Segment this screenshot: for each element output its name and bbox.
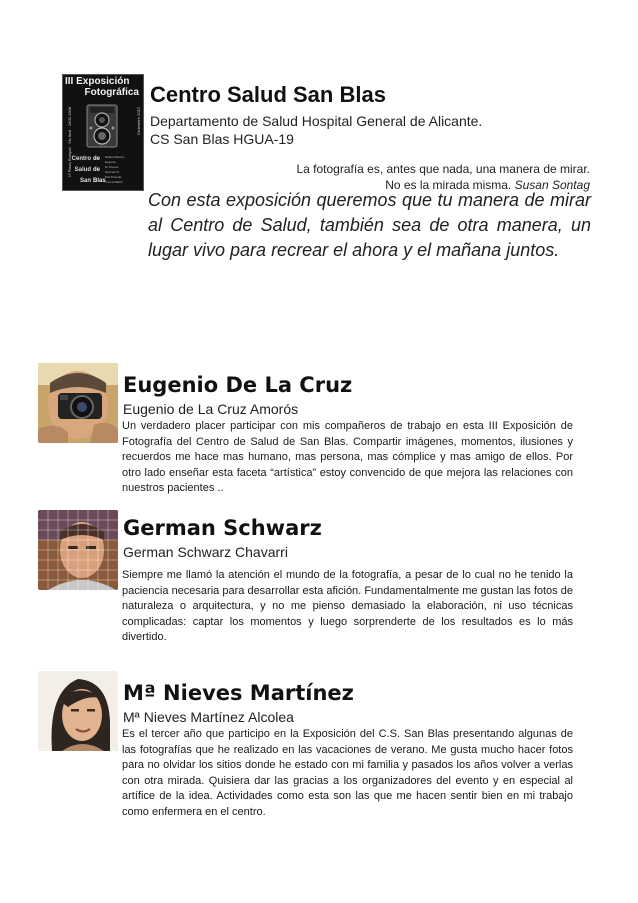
member-heading: German Schwarz <box>123 516 322 540</box>
exhibition-tagline: Con esta exposición queremos que tu manera de mirar al Centro de Salud, también sea de otra manera, un lugar vivo para recrear el ahora y el mañana juntos. <box>148 190 591 260</box>
poster-name: M. Nieves <box>105 165 119 169</box>
poster-word: San <box>79 178 91 184</box>
centre-code-line: CS San Blas HGUA-19 <box>150 131 294 147</box>
poster-name: Eugenio <box>105 160 117 164</box>
member-bio: Es el tercer año que participo en la Exposición del C.S. San Blas presentando algunas de las fotografías que he realizado en las vacaciones de verano. Me gusta mucho hacer fotos para no olvidar los sitios donde he estado con mi familia y pasados los años volver a verlas con otra mirada. Quisiera dar las gracias a los organizadores del evento y en especial al artífice de la idea. Actividades como esta son las que me hacen sentir bien en mi trabajo como enfermera en el centro. <box>122 728 573 818</box>
poster-word: de <box>93 156 101 162</box>
portrait-sketch-icon <box>38 671 118 751</box>
member-full-name: Eugenio de La Cruz Amorós <box>123 401 299 417</box>
member-photo-eugenio <box>38 363 118 443</box>
member-bio: Un verdadero placer participar con mis compañeros de trabajo en esta III Exposición de Fotografía del Centro de Salud de San Blas. Compartir imágenes, momentos, ilusiones y recuerdos me hace mas humano, mas persona, mas cómplice y mas amigo de ellos. Por otro lado enseñar esta faceta “artística” estoy convencido de que mejora las relaciones con nuestros pacientes .. <box>122 420 573 494</box>
poster-side-text-left: 1ª Plaza Rompal · Sin final · 1905-1908 <box>67 107 72 178</box>
poster-title-line2: Fotográfica <box>84 87 139 98</box>
exhibition-poster <box>62 74 144 191</box>
poster-word: Salud <box>74 167 91 173</box>
poster-name: German S. <box>105 170 120 174</box>
poster-word: de <box>93 167 101 173</box>
member-photo-german <box>38 510 118 590</box>
poster-title <box>63 76 143 98</box>
poster-word: Centro <box>71 156 91 162</box>
camera-icon <box>85 103 119 149</box>
page-title: Centro Salud San Blas <box>150 82 386 107</box>
poster-word: Blas <box>93 178 106 184</box>
quote-author: Susan Sontag <box>514 178 590 192</box>
member-full-name: German Schwarz Chavarri <box>123 544 288 560</box>
poster-de-words <box>93 154 106 187</box>
poster-words <box>67 154 91 187</box>
poster-side-text-right: Diciembre 2012 <box>136 107 141 136</box>
member-heading: Mª Nieves Martínez <box>123 681 354 705</box>
member-photo-nieves <box>38 671 118 751</box>
poster-name: Paz Poveda <box>105 175 122 179</box>
poster-name: Rafael Marcos <box>105 155 125 159</box>
quote-line-1: La fotografía es, antes que nada, una manera de mirar. <box>296 162 590 176</box>
photographer-portrait-icon <box>38 363 118 443</box>
member-bio: Siempre me llamó la atención el mundo de la fotografía, a pesar de lo cual no he tenido la paciencia necesaria para desarrollar esta afición. Fundamentalmente me gustan las fotos de naturaleza o arquitectura, y no me pienso demasiado la elaboración, ni uso técnicas complicadas: captar los momentos y luego sorprenderte de los resultados es lo más divertido. <box>122 569 573 643</box>
portrait-mosaic-icon <box>38 510 118 590</box>
poster-participant-names <box>105 155 124 185</box>
poster-name: J.Vera Martín <box>105 180 123 184</box>
department-line: Departamento de Salud Hospital General de Alicante. <box>150 113 483 129</box>
poster-title-line1: III Exposición <box>65 76 130 87</box>
member-full-name: Mª Nieves Martínez Alcolea <box>123 709 294 725</box>
quote-line-2-text: No es la mirada misma. <box>385 178 512 192</box>
member-heading: Eugenio De La Cruz <box>123 373 353 397</box>
